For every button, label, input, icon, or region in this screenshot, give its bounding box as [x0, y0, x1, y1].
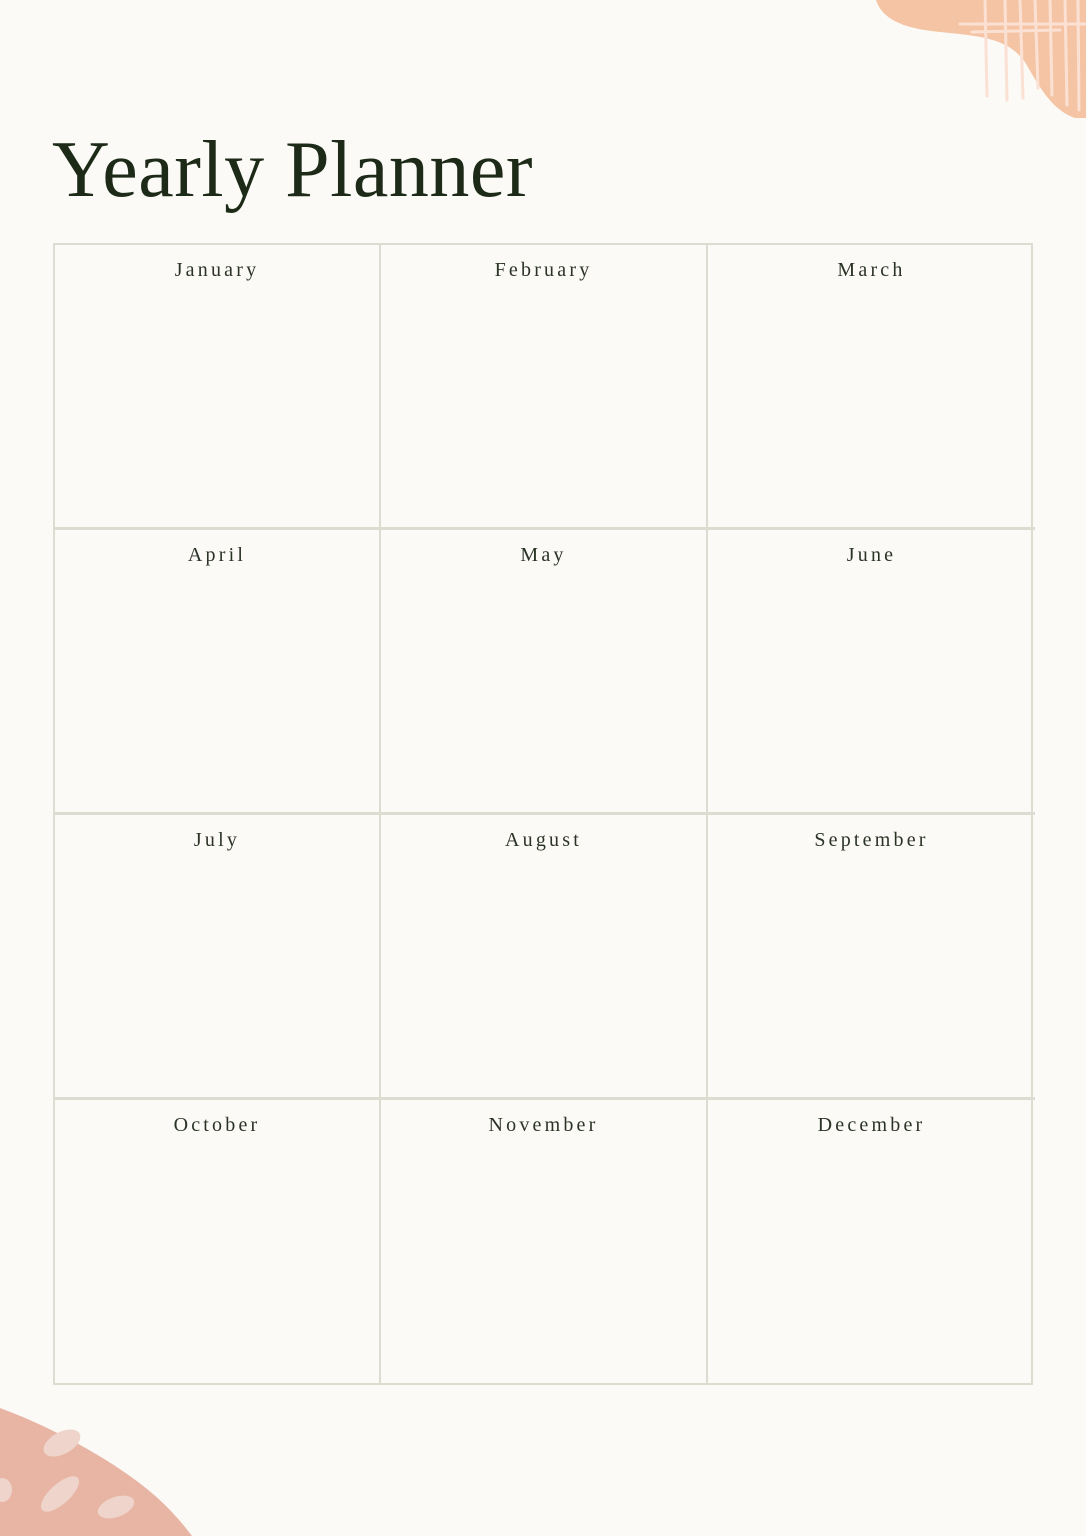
- month-cell-december[interactable]: [708, 1100, 1035, 1385]
- month-cell-february[interactable]: [381, 245, 708, 530]
- month-cell-november[interactable]: [381, 1100, 708, 1385]
- month-label: April: [187, 544, 247, 566]
- month-cell-june[interactable]: [708, 530, 1035, 815]
- month-label: May: [520, 544, 567, 566]
- month-label: June: [846, 544, 897, 566]
- month-label: February: [494, 259, 593, 281]
- page-title: Yearly Planner: [52, 126, 534, 214]
- month-label: September: [814, 829, 929, 851]
- month-cell-august[interactable]: [381, 815, 708, 1100]
- month-cell-may[interactable]: [381, 530, 708, 815]
- month-label: November: [488, 1114, 599, 1136]
- month-label: December: [817, 1114, 926, 1136]
- month-cell-september[interactable]: [708, 815, 1035, 1100]
- decorative-blob-bottom-left: [0, 1390, 220, 1536]
- month-cell-january[interactable]: [55, 245, 381, 530]
- decorative-blob-top-right: [860, 0, 1086, 130]
- month-label: January: [174, 259, 260, 281]
- month-label: March: [837, 259, 906, 281]
- month-label: August: [505, 829, 582, 851]
- month-cell-july[interactable]: [55, 815, 381, 1100]
- month-cell-october[interactable]: [55, 1100, 381, 1385]
- month-cell-march[interactable]: [708, 245, 1035, 530]
- month-label: October: [173, 1114, 261, 1136]
- month-grid: [53, 243, 1033, 1385]
- month-label: July: [193, 829, 241, 851]
- month-cell-april[interactable]: [55, 530, 381, 815]
